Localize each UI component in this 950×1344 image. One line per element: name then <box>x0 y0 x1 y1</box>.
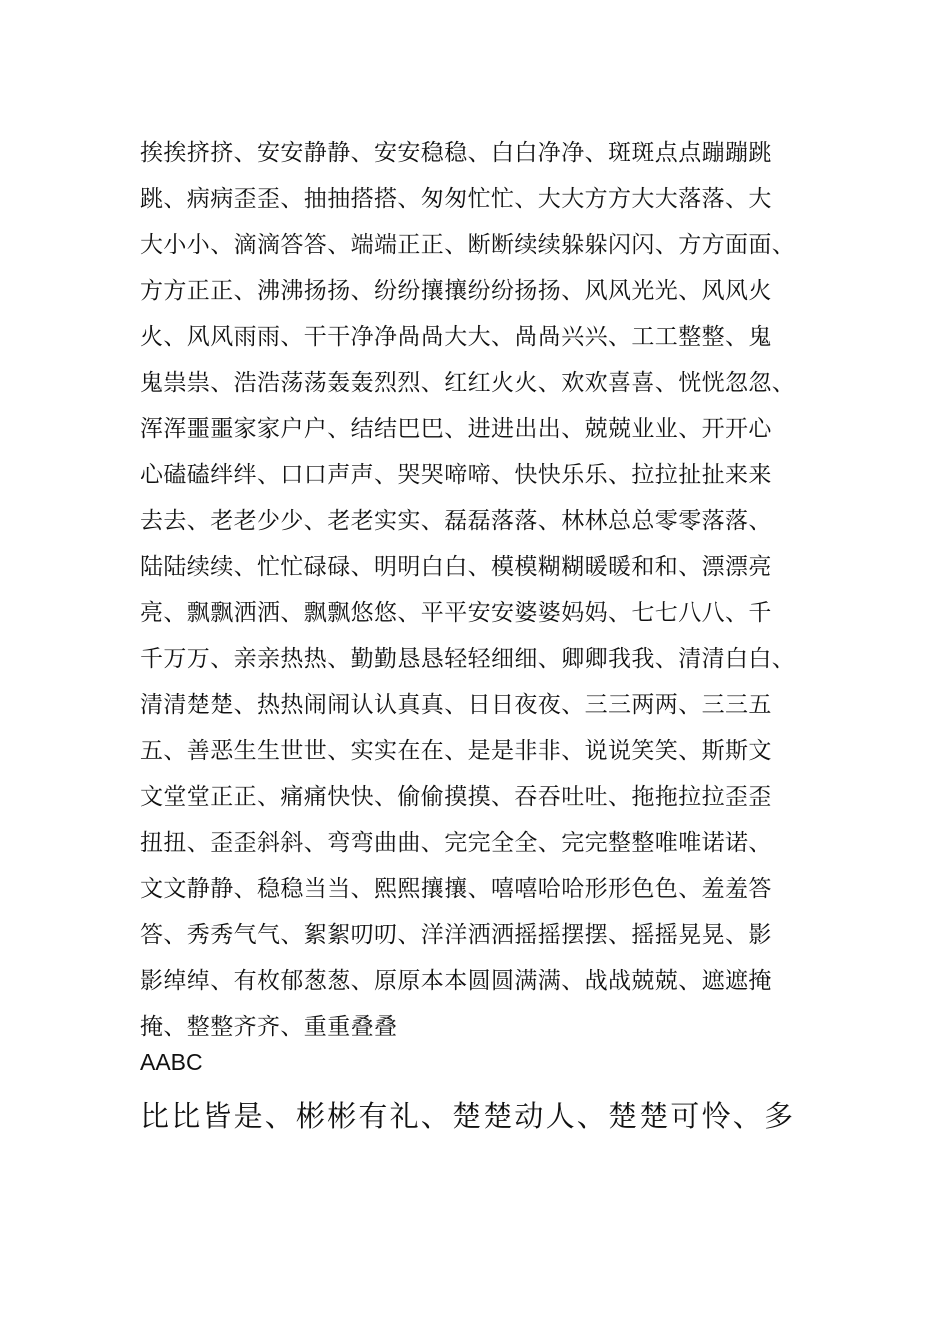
text-line: 火、风风雨雨、干干净净咼咼大大、咼咼兴兴、工工整整、鬼 <box>140 324 772 350</box>
text-line: 鬼祟祟、浩浩荡荡轰轰烈烈、红红火火、欢欢喜喜、恍恍忽忽、 <box>140 370 796 396</box>
text-line: 大小小、滴滴答答、端端正正、断断续续躲躲闪闪、方方面面、 <box>140 232 796 258</box>
text-line: 清清楚楚、热热闹闹认认真真、日日夜夜、三三两两、三三五 <box>140 692 772 718</box>
text-line: 挨挨挤挤、安安静静、安安稳稳、白白净净、斑斑点点蹦蹦跳 <box>140 140 772 166</box>
text-line: 掩、整整齐齐、重重叠叠 <box>140 1014 398 1040</box>
text-line: 亮、飘飘洒洒、飘飘悠悠、平平安安婆婆妈妈、七七八八、千 <box>140 600 772 626</box>
text-line: 心磕磕绊绊、口口声声、哭哭啼啼、快快乐乐、拉拉扯扯来来 <box>140 462 772 488</box>
text-line: 浑浑噩噩家家户户、结结巴巴、进进出出、兢兢业业、开开心 <box>140 416 772 442</box>
text-line: 去去、老老少少、老老实实、磊磊落落、林林总总零零落落、 <box>140 508 772 534</box>
aabc-word-list: 比比皆是、彬彬有礼、楚楚动人、楚楚可怜、多 <box>140 1099 796 1133</box>
text-line: 跳、病病歪歪、抽抽搭搭、匆匆忙忙、大大方方大大落落、大 <box>140 186 772 212</box>
text-line: 五、善恶生生世世、实实在在、是是非非、说说笑笑、斯斯文 <box>140 738 772 764</box>
text-line: 扭扭、歪歪斜斜、弯弯曲曲、完完全全、完完整整唯唯诺诺、 <box>140 830 772 856</box>
section-heading-aabc: AABC <box>140 1049 203 1075</box>
text-line: 影绰绰、有枚郁葱葱、原原本本圆圆满满、战战兢兢、遮遮掩 <box>140 968 772 994</box>
text-line: 文堂堂正正、痛痛快快、偷偷摸摸、吞吞吐吐、拖拖拉拉歪歪 <box>140 784 772 810</box>
text-line: 答、秀秀气气、絮絮叨叨、洋洋洒洒摇摇摆摆、摇摇晃晃、影 <box>140 922 772 948</box>
aabb-word-list <box>140 130 820 1050</box>
text-line: 文文静静、稳稳当当、熙熙攘攘、嘻嘻哈哈形形色色、羞羞答 <box>140 876 772 902</box>
text-line: 陆陆续续、忙忙碌碌、明明白白、模模糊糊暖暖和和、漂漂亮 <box>140 554 772 580</box>
text-line: 方方正正、沸沸扬扬、纷纷攘攘纷纷扬扬、风风光光、风风火 <box>140 278 772 304</box>
text-line: 千万万、亲亲热热、勤勤恳恳轻轻细细、卿卿我我、清清白白、 <box>140 646 796 672</box>
